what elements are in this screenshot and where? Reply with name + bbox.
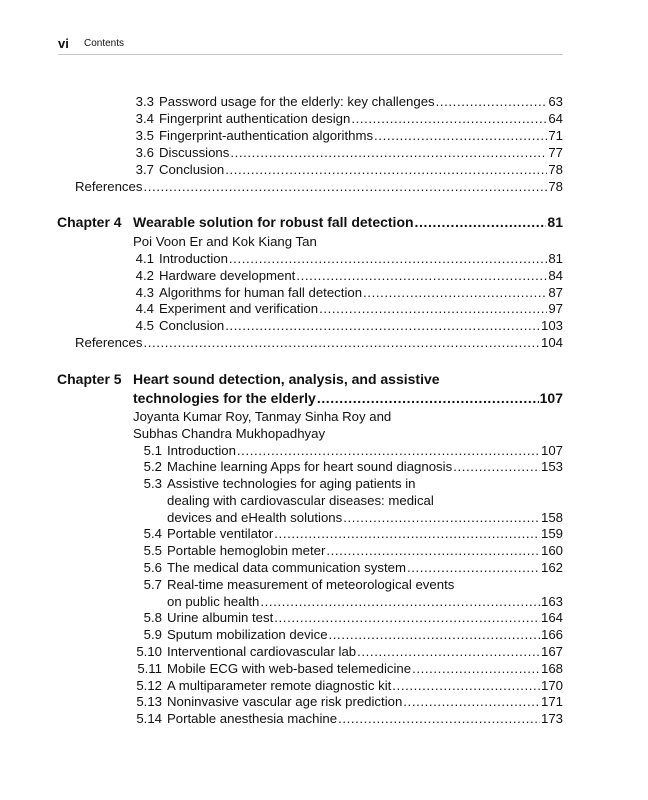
toc-entry-3-4[interactable] — [0, 110, 648, 127]
toc-entry-3-6[interactable] — [0, 144, 648, 161]
chapter-title: Wearable solution for robust fall detection — [133, 214, 414, 230]
section-number: 4.4 — [135, 301, 154, 316]
leader-dots — [374, 127, 547, 144]
toc-entry-5-7-line1[interactable] — [0, 576, 648, 593]
toc-entry-5-5[interactable] — [0, 542, 648, 559]
section-number: 5.6 — [143, 560, 162, 575]
leader-dots — [274, 609, 540, 626]
toc-entry-5-8[interactable] — [0, 609, 648, 626]
page-ref: 63 — [548, 94, 563, 109]
toc-entry-4-5[interactable] — [0, 317, 648, 334]
leader-dots — [338, 710, 540, 727]
references-label: References — [75, 179, 143, 194]
leader-dots — [453, 458, 540, 475]
toc-entry-5-2[interactable] — [0, 458, 648, 475]
section-number: 5.10 — [136, 644, 162, 659]
section-number: 5.2 — [143, 459, 162, 474]
leader-dots — [351, 110, 547, 127]
leader-dots — [237, 442, 540, 459]
section-number: 5.3 — [143, 476, 162, 491]
toc-entry-5-7-line2[interactable] — [0, 593, 648, 610]
section-title: Portable hemoglobin meter — [167, 543, 326, 558]
toc-entry-5-1[interactable] — [0, 442, 648, 459]
toc-entry-4-4[interactable] — [0, 300, 648, 317]
toc-entry-references-3[interactable] — [0, 178, 648, 195]
toc-entry-5-6[interactable] — [0, 559, 648, 576]
leader-dots — [296, 267, 547, 284]
toc-entry-5-3-line2[interactable] — [0, 492, 648, 509]
chapter-authors-line2 — [0, 425, 648, 442]
authors-text: Poi Voon Er and Kok Kiang Tan — [133, 234, 317, 249]
section-title-line1: Real-time measurement of meteorological events — [167, 577, 455, 592]
section-number: 3.4 — [135, 111, 154, 126]
section-title: Fingerprint authentication design — [159, 111, 351, 126]
section-number: 5.8 — [143, 610, 162, 625]
toc-entry-3-7[interactable] — [0, 161, 648, 178]
page-ref: 167 — [540, 644, 563, 659]
section-title: Algorithms for human fall detection — [159, 285, 363, 300]
section-number: 4.2 — [135, 268, 154, 283]
section-title: Password usage for the elderly: key challenges — [159, 94, 435, 109]
section-number: 3.7 — [135, 162, 154, 177]
section-number: 3.5 — [135, 128, 154, 143]
toc-entry-4-2[interactable] — [0, 267, 648, 284]
chapter-title-line1: Heart sound detection, analysis, and assistive — [133, 371, 440, 387]
section-title: Noninvasive vascular age risk prediction — [167, 694, 403, 709]
page-ref: 78 — [548, 162, 563, 177]
authors-text: Joyanta Kumar Roy, Tanmay Sinha Roy and — [133, 409, 392, 424]
toc-entry-5-13[interactable] — [0, 693, 648, 710]
leader-dots — [357, 643, 540, 660]
page-ref: 103 — [540, 318, 563, 333]
section-number: 5.13 — [136, 694, 162, 709]
section-number: 5.1 — [143, 443, 162, 458]
page-ref: 78 — [548, 179, 563, 194]
chapter-label: Chapter 5 — [57, 371, 122, 387]
section-number: 5.7 — [143, 577, 162, 592]
section-title: Discussions — [159, 145, 230, 160]
section-title-line3: devices and eHealth solutions — [167, 510, 343, 525]
page-ref: 81 — [547, 214, 563, 230]
leader-dots — [229, 250, 547, 267]
section-title: The medical data communication system — [167, 560, 406, 575]
leader-dots — [412, 660, 540, 677]
page-ref: 158 — [540, 510, 563, 525]
page-number: vi — [58, 36, 69, 51]
page-ref: 163 — [540, 594, 563, 609]
page-ref: 166 — [540, 627, 563, 642]
leader-dots — [225, 161, 547, 178]
toc-entry-5-3-line1[interactable] — [0, 475, 648, 492]
chapter-title-line2: technologies for the elderly — [133, 390, 316, 406]
toc-entry-5-14[interactable] — [0, 710, 648, 727]
leader-dots — [436, 93, 548, 110]
page-ref: 81 — [548, 251, 563, 266]
page-ref: 153 — [540, 459, 563, 474]
page-ref: 160 — [540, 543, 563, 558]
section-title: Machine learning Apps for heart sound diagnosis — [167, 459, 453, 474]
leader-dots — [407, 559, 540, 576]
section-number: 5.5 — [143, 543, 162, 558]
section-number: 5.4 — [143, 526, 162, 541]
section-number: 5.11 — [137, 661, 162, 676]
chapter-label: Chapter 4 — [57, 214, 122, 230]
section-title: Urine albumin test — [167, 610, 274, 625]
page-ref: 87 — [548, 285, 563, 300]
page-ref: 162 — [540, 560, 563, 575]
section-title-line2: on public health — [167, 594, 260, 609]
toc-entry-5-4[interactable] — [0, 525, 648, 542]
toc-entry-5-11[interactable] — [0, 660, 648, 677]
page-ref: 107 — [540, 443, 563, 458]
leader-dots — [274, 525, 540, 542]
leader-dots — [260, 593, 540, 610]
toc-entry-5-10[interactable] — [0, 643, 648, 660]
toc-entry-4-1[interactable] — [0, 250, 648, 267]
page-ref: 168 — [540, 661, 563, 676]
toc-entry-3-5[interactable] — [0, 127, 648, 144]
section-title: Introduction — [167, 443, 236, 458]
leader-dots — [225, 317, 540, 334]
section-number: 4.3 — [135, 285, 154, 300]
toc-chapter-5-title-line1[interactable] — [0, 371, 648, 388]
running-header — [58, 36, 563, 55]
page-ref: 170 — [540, 678, 563, 693]
toc-entry-5-12[interactable] — [0, 677, 648, 694]
section-title: Introduction — [159, 251, 228, 266]
page-ref: 77 — [548, 145, 563, 160]
page-ref: 71 — [548, 128, 563, 143]
section-number: 4.1 — [135, 251, 154, 266]
leader-dots — [343, 509, 540, 526]
section-title-line2: dealing with cardiovascular diseases: medical — [167, 493, 434, 508]
section-number: 3.3 — [135, 94, 154, 109]
section-title: Mobile ECG with web-based telemedicine — [167, 661, 412, 676]
section-title: Conclusion — [159, 162, 225, 177]
section-number: 5.14 — [136, 711, 162, 726]
authors-text: Subhas Chandra Mukhopadhyay — [133, 426, 326, 441]
chapter-authors — [0, 233, 648, 250]
leader-dots — [230, 144, 547, 161]
toc-entry-5-3-line3[interactable] — [0, 509, 648, 526]
section-number: 5.12 — [136, 678, 162, 693]
page-ref: 173 — [540, 711, 563, 726]
page-ref: 64 — [548, 111, 563, 126]
section-title: Hardware development — [159, 268, 296, 283]
toc-chapter-5-title-line2[interactable] — [0, 390, 648, 407]
running-title: Contents — [84, 38, 125, 49]
section-title: Portable ventilator — [167, 526, 274, 541]
section-number: 3.6 — [135, 145, 154, 160]
toc-entry-5-9[interactable] — [0, 626, 648, 643]
page-ref: 84 — [548, 268, 563, 283]
page-ref: 104 — [540, 335, 563, 350]
leader-dots — [363, 284, 547, 301]
toc-entry-references-4[interactable] — [0, 334, 648, 351]
page-ref: 107 — [539, 390, 563, 406]
section-number: 5.9 — [143, 627, 162, 642]
leader-dots — [415, 214, 547, 231]
leader-dots — [326, 542, 540, 559]
page-ref: 164 — [540, 610, 563, 625]
leader-dots — [392, 677, 540, 694]
leader-dots — [329, 626, 540, 643]
section-title: Fingerprint-authentication algorithms — [159, 128, 374, 143]
references-label: References — [75, 335, 143, 350]
section-number: 4.5 — [135, 318, 154, 333]
leader-dots — [317, 390, 539, 407]
page-ref: 159 — [540, 526, 563, 541]
section-title: Conclusion — [159, 318, 225, 333]
page-ref: 97 — [548, 301, 563, 316]
toc-entry-3-3[interactable] — [0, 93, 648, 110]
section-title: Experiment and verification — [159, 301, 319, 316]
chapter-authors-line1 — [0, 408, 648, 425]
section-title: Portable anesthesia machine — [167, 711, 338, 726]
toc-entry-4-3[interactable] — [0, 284, 648, 301]
page-ref: 171 — [540, 694, 563, 709]
section-title: A multiparameter remote diagnostic kit — [167, 678, 392, 693]
leader-dots — [319, 300, 547, 317]
toc-chapter-4[interactable] — [0, 214, 648, 231]
section-title: Sputum mobilization device — [167, 627, 328, 642]
section-title: Interventional cardiovascular lab — [167, 644, 357, 659]
leader-dots — [143, 178, 547, 195]
leader-dots — [143, 334, 540, 351]
section-title-line1: Assistive technologies for aging patients in — [167, 476, 416, 491]
leader-dots — [403, 693, 540, 710]
